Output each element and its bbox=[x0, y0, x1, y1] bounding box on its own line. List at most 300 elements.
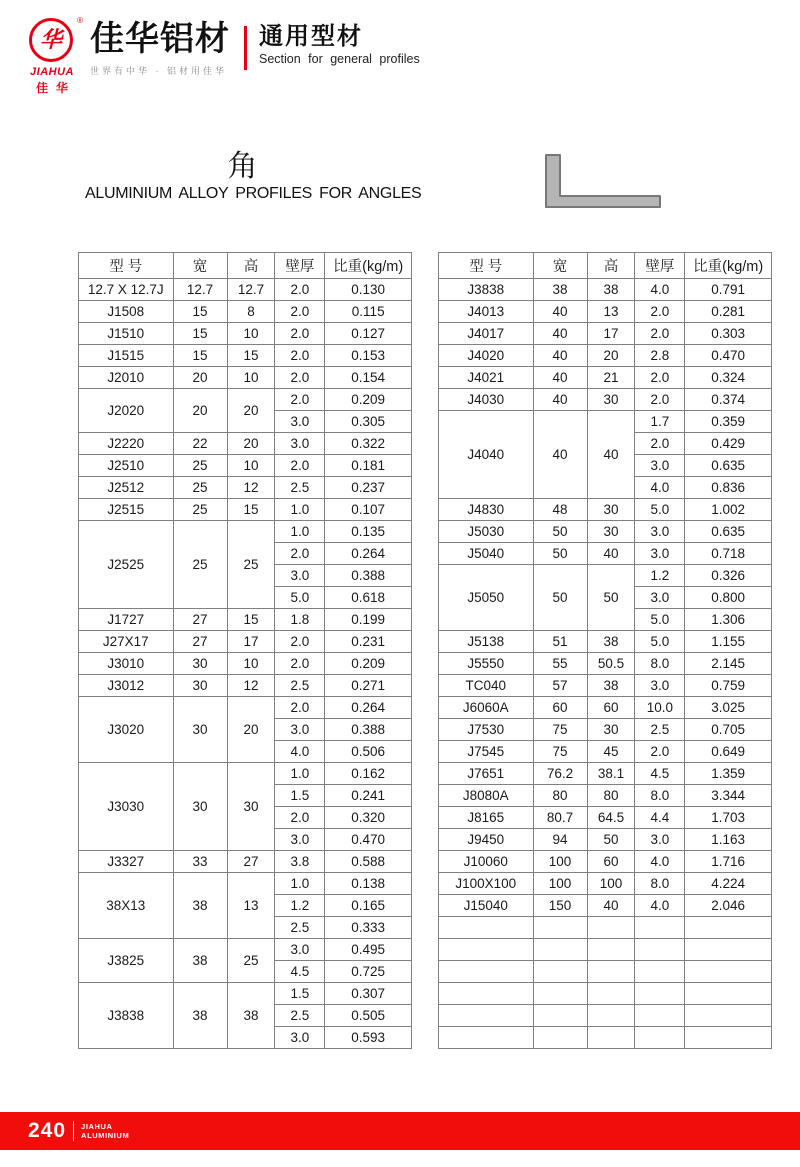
height-cell: 60 bbox=[587, 697, 635, 719]
footer-brand bbox=[81, 1122, 129, 1140]
table-row bbox=[439, 697, 772, 719]
height-cell bbox=[587, 939, 635, 961]
thickness-cell: 1.5 bbox=[275, 785, 325, 807]
model-cell: J3327 bbox=[79, 851, 174, 873]
thickness-cell: 1.0 bbox=[275, 763, 325, 785]
model-cell: J4030 bbox=[439, 389, 534, 411]
thickness-cell: 2.0 bbox=[275, 367, 325, 389]
width-cell: 22 bbox=[173, 433, 227, 455]
thickness-cell: 2.0 bbox=[275, 631, 325, 653]
thickness-cell: 2.0 bbox=[275, 301, 325, 323]
col-header-1: 宽 bbox=[173, 253, 227, 279]
brand-tagline: 世界有中华 · 铝材用佳华 bbox=[90, 65, 227, 76]
weight-cell: 0.470 bbox=[685, 345, 772, 367]
thickness-cell: 2.0 bbox=[275, 345, 325, 367]
width-cell: 55 bbox=[533, 653, 587, 675]
weight-cell: 3.344 bbox=[685, 785, 772, 807]
thickness-cell: 1.2 bbox=[275, 895, 325, 917]
jiahua-emblem-icon bbox=[29, 18, 73, 62]
width-cell: 27 bbox=[173, 631, 227, 653]
width-cell: 75 bbox=[533, 719, 587, 741]
model-cell: J6060A bbox=[439, 697, 534, 719]
weight-cell: 0.199 bbox=[325, 609, 412, 631]
thickness-cell: 2.0 bbox=[275, 279, 325, 301]
height-cell: 30 bbox=[587, 719, 635, 741]
weight-cell: 0.130 bbox=[325, 279, 412, 301]
width-cell: 38 bbox=[173, 873, 227, 939]
height-cell: 10 bbox=[227, 367, 275, 389]
table-row bbox=[79, 763, 412, 785]
width-cell: 50 bbox=[533, 543, 587, 565]
weight-cell: 0.388 bbox=[325, 565, 412, 587]
thickness-cell: 8.0 bbox=[635, 653, 685, 675]
thickness-cell: 3.0 bbox=[275, 939, 325, 961]
weight-cell: 0.127 bbox=[325, 323, 412, 345]
width-cell: 25 bbox=[173, 499, 227, 521]
left-table-header bbox=[79, 253, 412, 279]
weight-cell: 0.322 bbox=[325, 433, 412, 455]
section-block bbox=[259, 24, 420, 66]
brand-name-en: JIAHUA bbox=[30, 66, 74, 78]
weight-cell: 0.305 bbox=[325, 411, 412, 433]
width-cell: 15 bbox=[173, 323, 227, 345]
thickness-cell: 2.0 bbox=[635, 433, 685, 455]
weight-cell: 0.506 bbox=[325, 741, 412, 763]
table-row bbox=[439, 653, 772, 675]
col-header-2: 高 bbox=[227, 253, 275, 279]
weight-cell: 0.320 bbox=[325, 807, 412, 829]
right-table-header bbox=[439, 253, 772, 279]
weight-cell: 0.635 bbox=[685, 521, 772, 543]
height-cell: 64.5 bbox=[587, 807, 635, 829]
weight-cell: 1.155 bbox=[685, 631, 772, 653]
thickness-cell: 3.0 bbox=[635, 543, 685, 565]
weight-cell: 2.145 bbox=[685, 653, 772, 675]
weight-cell: 1.163 bbox=[685, 829, 772, 851]
thickness-cell: 3.0 bbox=[635, 587, 685, 609]
width-cell bbox=[533, 939, 587, 961]
model-cell: J3020 bbox=[79, 697, 174, 763]
header-divider bbox=[244, 26, 247, 70]
col-header-0: 型 号 bbox=[439, 253, 534, 279]
thickness-cell: 2.8 bbox=[635, 345, 685, 367]
thickness-cell: 1.0 bbox=[275, 873, 325, 895]
thickness-cell: 2.0 bbox=[275, 807, 325, 829]
weight-cell: 1.002 bbox=[685, 499, 772, 521]
width-cell: 15 bbox=[173, 345, 227, 367]
height-cell: 12 bbox=[227, 675, 275, 697]
thickness-cell bbox=[635, 961, 685, 983]
weight-cell: 0.209 bbox=[325, 389, 412, 411]
weight-cell: 1.306 bbox=[685, 609, 772, 631]
model-cell: J5138 bbox=[439, 631, 534, 653]
width-cell: 50 bbox=[533, 521, 587, 543]
table-row bbox=[439, 279, 772, 301]
width-cell: 50 bbox=[533, 565, 587, 631]
weight-cell: 0.593 bbox=[325, 1027, 412, 1049]
weight-cell bbox=[685, 917, 772, 939]
table-row bbox=[79, 279, 412, 301]
weight-cell: 0.231 bbox=[325, 631, 412, 653]
thickness-cell: 3.0 bbox=[275, 829, 325, 851]
company-name: 佳华铝材 bbox=[90, 20, 230, 58]
page-title bbox=[85, 150, 422, 203]
table-row bbox=[79, 631, 412, 653]
width-cell: 40 bbox=[533, 367, 587, 389]
col-header-2: 高 bbox=[587, 253, 635, 279]
height-cell: 30 bbox=[587, 389, 635, 411]
model-cell: J10060 bbox=[439, 851, 534, 873]
width-cell: 30 bbox=[173, 763, 227, 851]
weight-cell: 0.705 bbox=[685, 719, 772, 741]
table-row bbox=[439, 499, 772, 521]
width-cell: 30 bbox=[173, 653, 227, 675]
width-cell: 15 bbox=[173, 301, 227, 323]
table-row bbox=[79, 455, 412, 477]
table-row bbox=[439, 741, 772, 763]
height-cell: 20 bbox=[227, 389, 275, 433]
width-cell: 100 bbox=[533, 851, 587, 873]
weight-cell: 0.326 bbox=[685, 565, 772, 587]
height-cell bbox=[587, 961, 635, 983]
header-row bbox=[439, 253, 772, 279]
model-cell: J27X17 bbox=[79, 631, 174, 653]
page-title-cn: 角 bbox=[227, 150, 258, 183]
page-title-en: ALUMINIUM ALLOY PROFILES FOR ANGLES bbox=[85, 185, 422, 202]
thickness-cell: 1.0 bbox=[275, 499, 325, 521]
weight-cell: 0.209 bbox=[325, 653, 412, 675]
height-cell: 10 bbox=[227, 455, 275, 477]
table-row bbox=[79, 521, 412, 543]
thickness-cell bbox=[635, 917, 685, 939]
table-row bbox=[439, 961, 772, 983]
height-cell: 45 bbox=[587, 741, 635, 763]
col-header-4: 比重(kg/m) bbox=[685, 253, 772, 279]
weight-cell: 0.264 bbox=[325, 697, 412, 719]
footer-bar bbox=[0, 1112, 800, 1150]
width-cell: 40 bbox=[533, 411, 587, 499]
thickness-cell: 3.0 bbox=[275, 719, 325, 741]
thickness-cell: 3.0 bbox=[275, 411, 325, 433]
model-cell: J1510 bbox=[79, 323, 174, 345]
model-cell: 38X13 bbox=[79, 873, 174, 939]
thickness-cell: 2.5 bbox=[275, 1005, 325, 1027]
weight-cell: 0.374 bbox=[685, 389, 772, 411]
height-cell: 30 bbox=[587, 499, 635, 521]
width-cell: 20 bbox=[173, 367, 227, 389]
brand-logo bbox=[24, 14, 83, 96]
table-row bbox=[439, 873, 772, 895]
col-header-1: 宽 bbox=[533, 253, 587, 279]
thickness-cell: 3.0 bbox=[635, 521, 685, 543]
height-cell: 38 bbox=[227, 983, 275, 1049]
model-cell: J4021 bbox=[439, 367, 534, 389]
width-cell: 40 bbox=[533, 323, 587, 345]
table-row bbox=[439, 301, 772, 323]
thickness-cell: 1.7 bbox=[635, 411, 685, 433]
weight-cell: 2.046 bbox=[685, 895, 772, 917]
thickness-cell: 2.0 bbox=[635, 741, 685, 763]
table-row bbox=[439, 631, 772, 653]
weight-cell bbox=[685, 939, 772, 961]
model-cell bbox=[439, 1027, 534, 1049]
model-cell: J4017 bbox=[439, 323, 534, 345]
thickness-cell: 5.0 bbox=[635, 499, 685, 521]
table-row bbox=[79, 499, 412, 521]
width-cell bbox=[533, 1005, 587, 1027]
page-number: 240 bbox=[28, 1119, 67, 1142]
thickness-cell bbox=[635, 983, 685, 1005]
weight-cell bbox=[685, 983, 772, 1005]
thickness-cell: 1.5 bbox=[275, 983, 325, 1005]
left-table-body bbox=[79, 279, 412, 1049]
width-cell: 38 bbox=[173, 983, 227, 1049]
page-header bbox=[24, 14, 420, 94]
width-cell: 25 bbox=[173, 521, 227, 609]
height-cell: 25 bbox=[227, 939, 275, 983]
height-cell: 15 bbox=[227, 499, 275, 521]
weight-cell bbox=[685, 1005, 772, 1027]
weight-cell: 1.359 bbox=[685, 763, 772, 785]
thickness-cell: 2.5 bbox=[275, 477, 325, 499]
model-cell: J3838 bbox=[79, 983, 174, 1049]
footer-separator bbox=[73, 1121, 74, 1141]
width-cell: 33 bbox=[173, 851, 227, 873]
table-row bbox=[439, 807, 772, 829]
table-row bbox=[439, 1005, 772, 1027]
table-row bbox=[439, 939, 772, 961]
thickness-cell: 3.0 bbox=[635, 455, 685, 477]
table-row bbox=[79, 653, 412, 675]
weight-cell: 0.303 bbox=[685, 323, 772, 345]
model-cell: J15040 bbox=[439, 895, 534, 917]
thickness-cell: 1.2 bbox=[635, 565, 685, 587]
thickness-cell: 1.0 bbox=[275, 521, 325, 543]
col-header-3: 壁厚 bbox=[635, 253, 685, 279]
weight-cell: 0.307 bbox=[325, 983, 412, 1005]
height-cell: 20 bbox=[587, 345, 635, 367]
thickness-cell: 5.0 bbox=[635, 631, 685, 653]
thickness-cell: 4.5 bbox=[275, 961, 325, 983]
table-row bbox=[79, 697, 412, 719]
model-cell bbox=[439, 961, 534, 983]
model-cell: J5550 bbox=[439, 653, 534, 675]
thickness-cell: 4.4 bbox=[635, 807, 685, 829]
model-cell: J3838 bbox=[439, 279, 534, 301]
thickness-cell: 3.0 bbox=[275, 433, 325, 455]
model-cell: J2020 bbox=[79, 389, 174, 433]
height-cell: 21 bbox=[587, 367, 635, 389]
thickness-cell: 2.0 bbox=[635, 389, 685, 411]
width-cell: 94 bbox=[533, 829, 587, 851]
weight-cell bbox=[685, 961, 772, 983]
weight-cell: 0.836 bbox=[685, 477, 772, 499]
table-row bbox=[439, 543, 772, 565]
model-cell: J8165 bbox=[439, 807, 534, 829]
width-cell: 20 bbox=[173, 389, 227, 433]
weight-cell: 0.324 bbox=[685, 367, 772, 389]
width-cell: 48 bbox=[533, 499, 587, 521]
thickness-cell bbox=[635, 939, 685, 961]
section-title-en: Section for general profiles bbox=[259, 52, 420, 67]
thickness-cell: 2.0 bbox=[635, 301, 685, 323]
thickness-cell: 4.0 bbox=[275, 741, 325, 763]
weight-cell: 0.429 bbox=[685, 433, 772, 455]
weight-cell: 0.618 bbox=[325, 587, 412, 609]
model-cell: J4020 bbox=[439, 345, 534, 367]
table-row bbox=[439, 323, 772, 345]
width-cell: 57 bbox=[533, 675, 587, 697]
table-row bbox=[439, 345, 772, 367]
table-row bbox=[439, 763, 772, 785]
section-title-cn: 通用型材 bbox=[259, 23, 363, 50]
weight-cell: 0.264 bbox=[325, 543, 412, 565]
width-cell: 38 bbox=[173, 939, 227, 983]
weight-cell: 0.135 bbox=[325, 521, 412, 543]
height-cell: 60 bbox=[587, 851, 635, 873]
model-cell bbox=[439, 917, 534, 939]
table-row bbox=[79, 367, 412, 389]
thickness-cell: 5.0 bbox=[275, 587, 325, 609]
height-cell: 20 bbox=[227, 433, 275, 455]
height-cell: 38 bbox=[587, 675, 635, 697]
table-row bbox=[79, 675, 412, 697]
right-profile-table bbox=[438, 252, 772, 1049]
height-cell: 100 bbox=[587, 873, 635, 895]
height-cell: 8 bbox=[227, 301, 275, 323]
left-profile-table bbox=[78, 252, 412, 1049]
height-cell: 17 bbox=[227, 631, 275, 653]
thickness-cell: 3.0 bbox=[635, 829, 685, 851]
width-cell: 40 bbox=[533, 301, 587, 323]
model-cell: J100X100 bbox=[439, 873, 534, 895]
weight-cell: 0.115 bbox=[325, 301, 412, 323]
height-cell: 10 bbox=[227, 323, 275, 345]
width-cell: 38 bbox=[533, 279, 587, 301]
height-cell: 40 bbox=[587, 895, 635, 917]
model-cell: J3012 bbox=[79, 675, 174, 697]
thickness-cell: 2.5 bbox=[635, 719, 685, 741]
model-cell: J1508 bbox=[79, 301, 174, 323]
height-cell bbox=[587, 1005, 635, 1027]
model-cell: J1727 bbox=[79, 609, 174, 631]
table-row bbox=[439, 367, 772, 389]
table-row bbox=[439, 1027, 772, 1049]
model-cell bbox=[439, 939, 534, 961]
table-row bbox=[79, 609, 412, 631]
thickness-cell: 2.0 bbox=[275, 653, 325, 675]
table-row bbox=[79, 851, 412, 873]
thickness-cell: 5.0 bbox=[635, 609, 685, 631]
model-cell: J8080A bbox=[439, 785, 534, 807]
table-row bbox=[79, 477, 412, 499]
registered-mark: ® bbox=[77, 16, 83, 25]
height-cell: 38 bbox=[587, 279, 635, 301]
model-cell: J7530 bbox=[439, 719, 534, 741]
table-row bbox=[79, 433, 412, 455]
width-cell: 100 bbox=[533, 873, 587, 895]
thickness-cell bbox=[635, 1027, 685, 1049]
col-header-0: 型 号 bbox=[79, 253, 174, 279]
header-row bbox=[79, 253, 412, 279]
weight-cell: 0.154 bbox=[325, 367, 412, 389]
height-cell: 12.7 bbox=[227, 279, 275, 301]
height-cell: 80 bbox=[587, 785, 635, 807]
table-row bbox=[79, 323, 412, 345]
table-row bbox=[439, 389, 772, 411]
thickness-cell: 2.0 bbox=[275, 697, 325, 719]
model-cell: J2515 bbox=[79, 499, 174, 521]
model-cell: J2510 bbox=[79, 455, 174, 477]
weight-cell: 0.388 bbox=[325, 719, 412, 741]
thickness-cell: 2.0 bbox=[635, 323, 685, 345]
height-cell: 50 bbox=[587, 829, 635, 851]
weight-cell: 0.241 bbox=[325, 785, 412, 807]
model-cell bbox=[439, 983, 534, 1005]
height-cell: 27 bbox=[227, 851, 275, 873]
model-cell bbox=[439, 1005, 534, 1027]
model-cell: J1515 bbox=[79, 345, 174, 367]
width-cell: 76.2 bbox=[533, 763, 587, 785]
emblem-character: 华 bbox=[39, 27, 62, 52]
weight-cell: 1.703 bbox=[685, 807, 772, 829]
weight-cell: 0.495 bbox=[325, 939, 412, 961]
width-cell: 60 bbox=[533, 697, 587, 719]
weight-cell: 0.649 bbox=[685, 741, 772, 763]
width-cell: 25 bbox=[173, 477, 227, 499]
weight-cell: 3.025 bbox=[685, 697, 772, 719]
thickness-cell: 8.0 bbox=[635, 873, 685, 895]
table-row bbox=[79, 983, 412, 1005]
model-cell: J3030 bbox=[79, 763, 174, 851]
table-row bbox=[439, 675, 772, 697]
model-cell: J2512 bbox=[79, 477, 174, 499]
company-block bbox=[90, 14, 230, 77]
model-cell: 12.7 X 12.7J bbox=[79, 279, 174, 301]
model-cell: J5050 bbox=[439, 565, 534, 631]
weight-cell: 0.800 bbox=[685, 587, 772, 609]
table-row bbox=[439, 851, 772, 873]
width-cell: 150 bbox=[533, 895, 587, 917]
weight-cell: 0.138 bbox=[325, 873, 412, 895]
weight-cell: 0.153 bbox=[325, 345, 412, 367]
thickness-cell: 4.0 bbox=[635, 279, 685, 301]
model-cell: J3010 bbox=[79, 653, 174, 675]
height-cell: 38.1 bbox=[587, 763, 635, 785]
height-cell: 12 bbox=[227, 477, 275, 499]
thickness-cell: 2.5 bbox=[275, 675, 325, 697]
model-cell: J5030 bbox=[439, 521, 534, 543]
weight-cell: 0.718 bbox=[685, 543, 772, 565]
height-cell bbox=[587, 983, 635, 1005]
height-cell: 25 bbox=[227, 521, 275, 609]
model-cell: J4040 bbox=[439, 411, 534, 499]
width-cell: 75 bbox=[533, 741, 587, 763]
width-cell: 40 bbox=[533, 389, 587, 411]
weight-cell: 1.716 bbox=[685, 851, 772, 873]
width-cell: 30 bbox=[173, 697, 227, 763]
model-cell: J3825 bbox=[79, 939, 174, 983]
width-cell bbox=[533, 1027, 587, 1049]
footer-brand-line2: ALUMINIUM bbox=[81, 1131, 130, 1140]
model-cell: J2220 bbox=[79, 433, 174, 455]
thickness-cell: 2.0 bbox=[275, 389, 325, 411]
height-cell: 10 bbox=[227, 653, 275, 675]
weight-cell: 0.759 bbox=[685, 675, 772, 697]
table-row bbox=[439, 411, 772, 433]
weight-cell: 0.505 bbox=[325, 1005, 412, 1027]
height-cell: 13 bbox=[587, 301, 635, 323]
